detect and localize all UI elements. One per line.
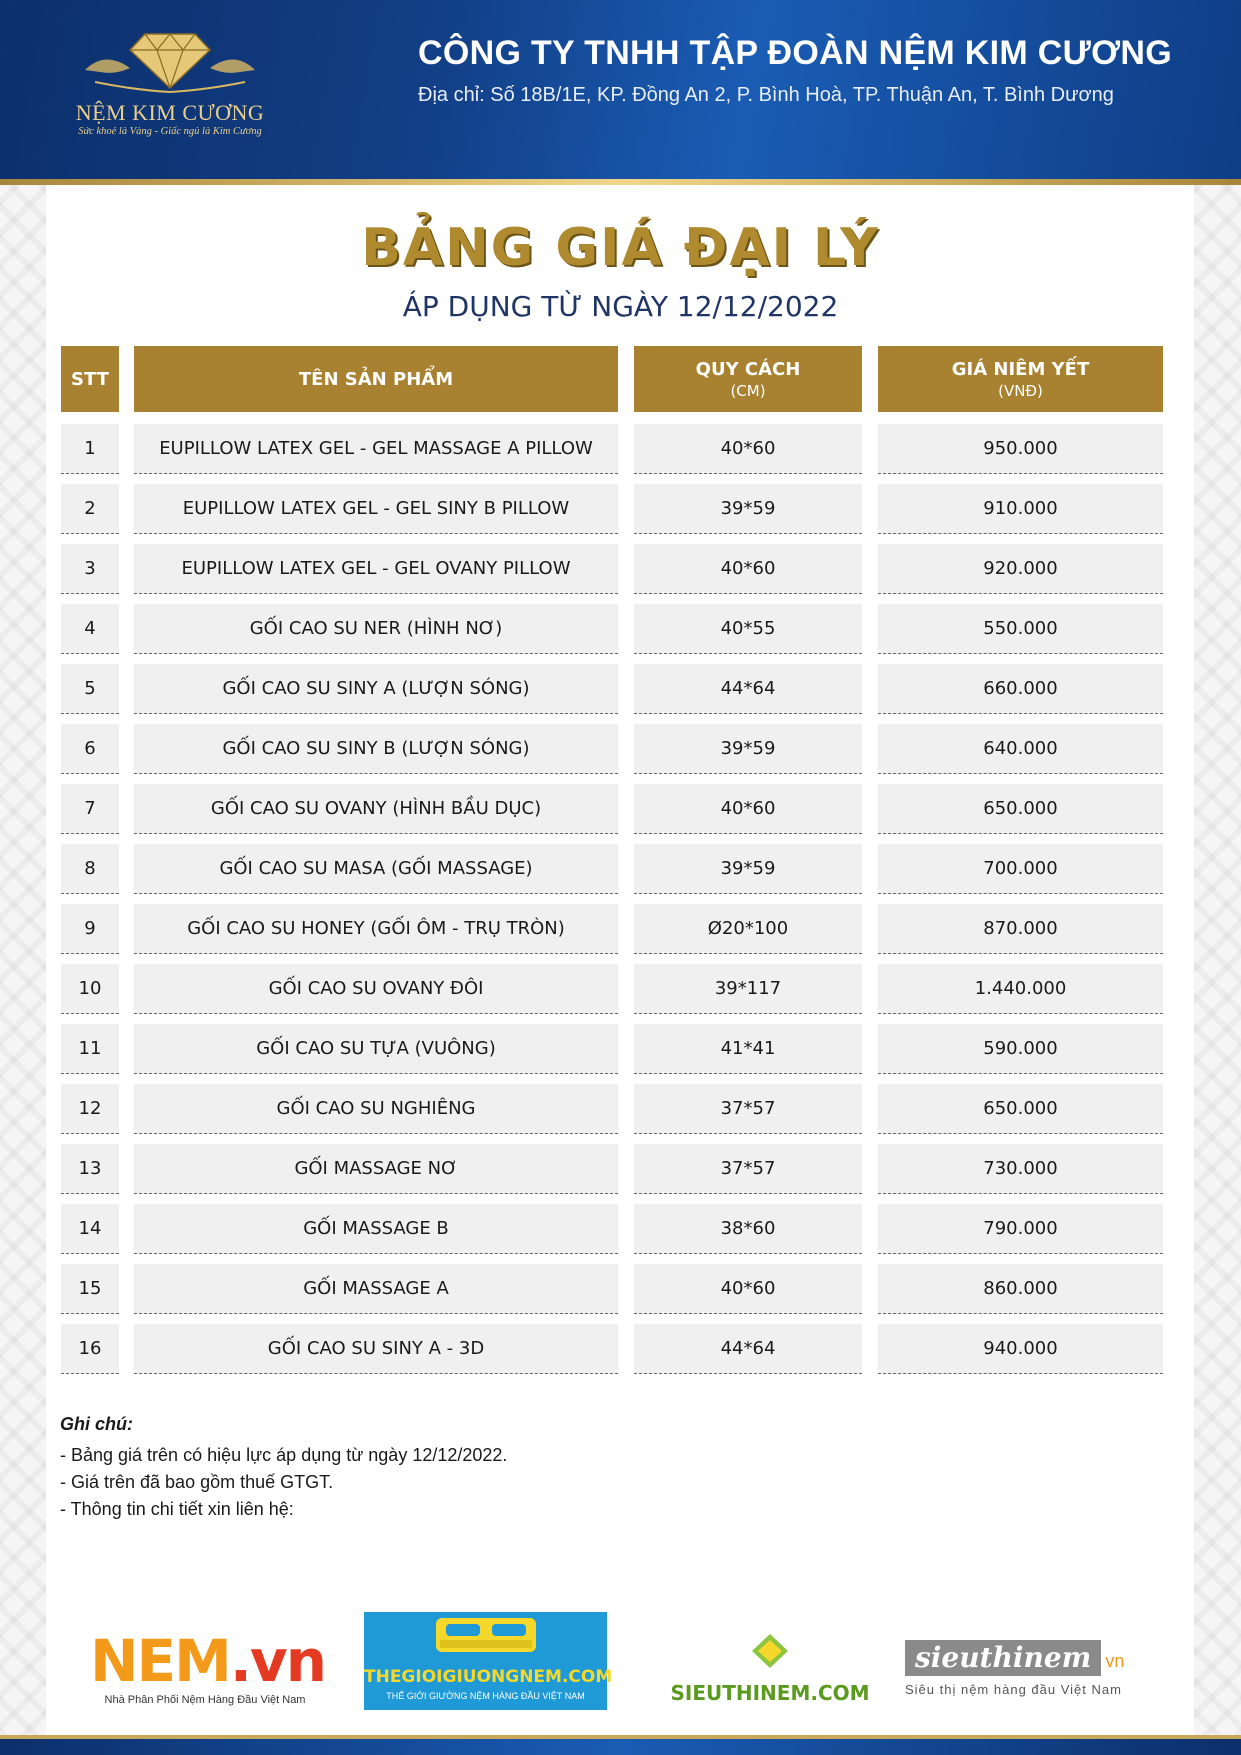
cell-spec: 44*64 xyxy=(634,1324,862,1374)
table-row xyxy=(0,1020,1241,1080)
cell-spec: 39*59 xyxy=(634,484,862,534)
cell-price: 790.000 xyxy=(878,1204,1163,1254)
diamond-icon xyxy=(75,20,265,98)
cell-spec: 39*59 xyxy=(634,844,862,894)
column-header-spec xyxy=(634,346,862,412)
logo-name: NỆM KIM CƯƠNG xyxy=(75,100,265,125)
header-banner xyxy=(0,0,1241,185)
company-logo xyxy=(60,20,280,170)
table-row xyxy=(0,840,1241,900)
sieuthinem-suffix: vn xyxy=(1105,1651,1125,1671)
cell-product-name: GỐI CAO SU OVANY (HÌNH BẦU DỤC) xyxy=(134,784,618,834)
cell-stt: 5 xyxy=(61,664,119,714)
sieuthinem-brand: sieuthinem xyxy=(905,1640,1101,1676)
cell-stt: 15 xyxy=(61,1264,119,1314)
cell-product-name: GỐI MASSAGE B xyxy=(134,1204,618,1254)
note-line: - Giá trên đã bao gồm thuế GTGT. xyxy=(60,1472,334,1492)
cell-product-name: GỐI CAO SU MASA (GỐI MASSAGE) xyxy=(134,844,618,894)
sieuthinem-com-logo[interactable] xyxy=(670,1632,870,1705)
cell-stt: 8 xyxy=(61,844,119,894)
sieuthinem-logo[interactable] xyxy=(905,1640,1165,1697)
cell-stt: 6 xyxy=(61,724,119,774)
cell-stt: 7 xyxy=(61,784,119,834)
cell-product-name: GỐI CAO SU OVANY ĐÔI xyxy=(134,964,618,1014)
cell-spec: 39*117 xyxy=(634,964,862,1014)
bed-icon xyxy=(426,1612,546,1658)
cell-product-name: GỐI CAO SU SINY B (LƯỢN SÓNG) xyxy=(134,724,618,774)
table-row xyxy=(0,900,1241,960)
cell-stt: 9 xyxy=(61,904,119,954)
column-header-price-unit: (VNĐ) xyxy=(998,381,1043,400)
cell-product-name: EUPILLOW LATEX GEL - GEL OVANY PILLOW xyxy=(134,544,618,594)
sieuthinem-com-brand: SIEUTHINEM.COM xyxy=(670,1681,870,1705)
cell-price: 950.000 xyxy=(878,424,1163,474)
cell-spec: 40*60 xyxy=(634,784,862,834)
cell-price: 920.000 xyxy=(878,544,1163,594)
table-row xyxy=(0,720,1241,780)
cell-spec: 40*60 xyxy=(634,424,862,474)
table-row xyxy=(0,1080,1241,1140)
page-title: BẢNG GIÁ ĐẠI LÝ xyxy=(361,218,880,278)
table-row xyxy=(0,600,1241,660)
table-row xyxy=(0,1260,1241,1320)
cell-product-name: GỐI CAO SU SINY A (LƯỢN SÓNG) xyxy=(134,664,618,714)
note-line: - Bảng giá trên có hiệu lực áp dụng từ ngày 12/12/2022. xyxy=(60,1445,508,1465)
cell-stt: 2 xyxy=(61,484,119,534)
diamond-leaf-icon xyxy=(740,1632,800,1670)
table-row xyxy=(0,1320,1241,1380)
notes-title: Ghi chú: xyxy=(60,1414,133,1434)
table-row xyxy=(0,660,1241,720)
cell-price: 940.000 xyxy=(878,1324,1163,1374)
column-header-name xyxy=(134,346,618,412)
company-address: Địa chỉ: Số 18B/1E, KP. Đồng An 2, P. Bình Hoà, TP. Thuận An, T. Bình Dương xyxy=(418,84,1114,106)
cell-spec: 40*60 xyxy=(634,544,862,594)
notes-section xyxy=(60,1414,507,1526)
cell-price: 650.000 xyxy=(878,784,1163,834)
note-line: - Thông tin chi tiết xin liên hệ: xyxy=(60,1499,294,1519)
nem-brand-text: NEM xyxy=(90,1627,230,1695)
cell-spec: Ø20*100 xyxy=(634,904,862,954)
cell-price: 660.000 xyxy=(878,664,1163,714)
table-row xyxy=(0,1140,1241,1200)
column-header-spec-label: QUY CÁCH xyxy=(695,358,801,380)
thegioigiuongnem-tagline: THẾ GIỚI GIƯỜNG NỆM HÀNG ĐẦU VIỆT NAM xyxy=(386,1691,585,1701)
footer-bar xyxy=(0,1735,1241,1755)
nem-tagline: Nhà Phân Phối Nệm Hàng Đầu Việt Nam xyxy=(104,1694,306,1706)
sieuthinem-tagline: Siêu thị nệm hàng đầu Việt Nam xyxy=(905,1682,1122,1697)
cell-stt: 16 xyxy=(61,1324,119,1374)
column-header-stt-label: STT xyxy=(71,368,109,390)
nem-vn-logo[interactable] xyxy=(90,1627,326,1706)
cell-product-name: GỐI MASSAGE A xyxy=(134,1264,618,1314)
cell-price: 550.000 xyxy=(878,604,1163,654)
cell-product-name: GỐI CAO SU SINY A - 3D xyxy=(134,1324,618,1374)
cell-price: 860.000 xyxy=(878,1264,1163,1314)
column-header-price-label: GIÁ NIÊM YẾT xyxy=(951,358,1090,380)
cell-stt: 13 xyxy=(61,1144,119,1194)
cell-price: 910.000 xyxy=(878,484,1163,534)
logo-tagline: Sức khoẻ là Vàng - Giấc ngủ là Kim Cương xyxy=(78,126,262,137)
thegioigiuongnem-brand: THEGIOIGIUONGNEM.COM xyxy=(364,1667,613,1687)
cell-stt: 4 xyxy=(61,604,119,654)
cell-price: 730.000 xyxy=(878,1144,1163,1194)
cell-product-name: GỐI CAO SU NER (HÌNH NƠ) xyxy=(134,604,618,654)
table-row xyxy=(0,480,1241,540)
column-header-spec-unit: (CM) xyxy=(730,381,766,400)
cell-product-name: EUPILLOW LATEX GEL - GEL SINY B PILLOW xyxy=(134,484,618,534)
cell-price: 590.000 xyxy=(878,1024,1163,1074)
cell-product-name: EUPILLOW LATEX GEL - GEL MASSAGE A PILLOW xyxy=(134,424,618,474)
cell-stt: 14 xyxy=(61,1204,119,1254)
table-row xyxy=(0,780,1241,840)
cell-spec: 40*55 xyxy=(634,604,862,654)
cell-price: 700.000 xyxy=(878,844,1163,894)
cell-stt: 1 xyxy=(61,424,119,474)
thegioigiuongnem-logo[interactable] xyxy=(364,1612,613,1710)
cell-spec: 39*59 xyxy=(634,724,862,774)
cell-product-name: GỐI CAO SU NGHIÊNG xyxy=(134,1084,618,1134)
cell-price: 870.000 xyxy=(878,904,1163,954)
cell-spec: 38*60 xyxy=(634,1204,862,1254)
table-row xyxy=(0,540,1241,600)
cell-stt: 12 xyxy=(61,1084,119,1134)
column-header-stt xyxy=(61,346,119,412)
cell-product-name: GỐI MASSAGE NƠ xyxy=(134,1144,618,1194)
table-row xyxy=(0,960,1241,1020)
cell-price: 650.000 xyxy=(878,1084,1163,1134)
cell-product-name: GỐI CAO SU HONEY (GỐI ÔM - TRỤ TRÒN) xyxy=(134,904,618,954)
company-name: CÔNG TY TNHH TẬP ĐOÀN NỆM KIM CƯƠNG xyxy=(418,34,1173,72)
column-header-price xyxy=(878,346,1163,412)
table-row xyxy=(0,1200,1241,1260)
cell-product-name: GỐI CAO SU TỰA (VUÔNG) xyxy=(134,1024,618,1074)
cell-price: 1.440.000 xyxy=(878,964,1163,1014)
page-subtitle: ÁP DỤNG TỪ NGÀY 12/12/2022 xyxy=(402,290,839,323)
cell-spec: 41*41 xyxy=(634,1024,862,1074)
cell-spec: 40*60 xyxy=(634,1264,862,1314)
cell-stt: 11 xyxy=(61,1024,119,1074)
cell-spec: 37*57 xyxy=(634,1144,862,1194)
cell-price: 640.000 xyxy=(878,724,1163,774)
table-row xyxy=(0,420,1241,480)
cell-spec: 37*57 xyxy=(634,1084,862,1134)
cell-stt: 3 xyxy=(61,544,119,594)
nem-brand-suffix: .vn xyxy=(229,1627,326,1695)
cell-stt: 10 xyxy=(61,964,119,1014)
column-header-name-label: TÊN SẢN PHẨM xyxy=(298,368,454,390)
cell-spec: 44*64 xyxy=(634,664,862,714)
